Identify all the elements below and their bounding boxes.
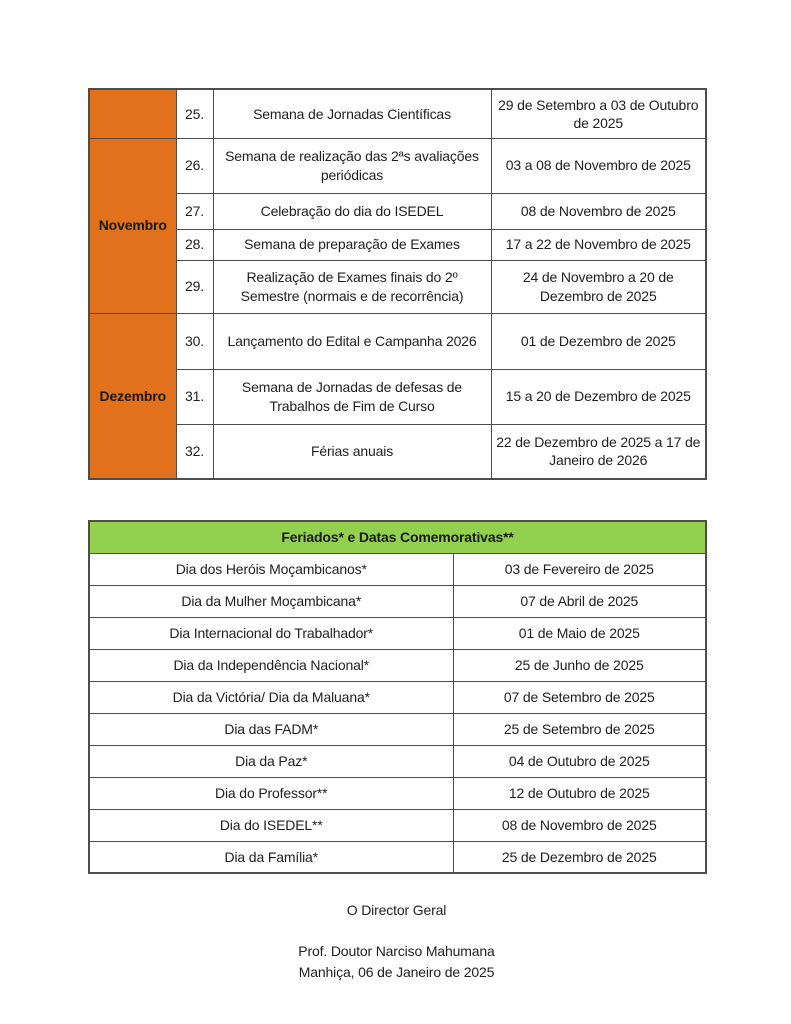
holiday-row <box>89 553 706 585</box>
holiday-row <box>89 841 706 873</box>
calendar-row <box>89 260 706 313</box>
row-number-cell: 32. <box>176 424 213 479</box>
holiday-row <box>89 585 706 617</box>
calendar-row <box>89 313 706 369</box>
document-content <box>88 88 705 983</box>
calendar-row <box>89 193 706 229</box>
holiday-date-cell: 25 de Setembro de 2025 <box>453 713 706 745</box>
holiday-name-cell: Dia da Mulher Moçambicana* <box>89 585 453 617</box>
holiday-date-cell: 12 de Outubro de 2025 <box>453 777 706 809</box>
event-cell: Férias anuais <box>213 424 491 479</box>
event-cell: Semana de realização das 2ªs avaliações periódicas <box>213 138 491 193</box>
holiday-row <box>89 745 706 777</box>
holiday-name-cell: Dia da Paz* <box>89 745 453 777</box>
holidays-header-row <box>89 521 706 553</box>
month-cell-novembro: Novembro <box>89 138 176 313</box>
row-number-cell: 31. <box>176 369 213 424</box>
event-cell: Semana de Jornadas de defesas de Trabalhos de Fim de Curso <box>213 369 491 424</box>
holiday-name-cell: Dia dos Heróis Moçambicanos* <box>89 553 453 585</box>
row-number-cell: 28. <box>176 229 213 260</box>
holiday-row <box>89 649 706 681</box>
director-title: O Director Geral <box>346 902 447 918</box>
holiday-date-cell: 25 de Dezembro de 2025 <box>453 841 706 873</box>
holiday-row <box>89 777 706 809</box>
director-name: Prof. Doutor Narciso Mahumana <box>298 943 495 959</box>
calendar-row <box>89 369 706 424</box>
holiday-name-cell: Dia do Professor** <box>89 777 453 809</box>
calendar-row <box>89 229 706 260</box>
date-cell: 24 de Novembro a 20 de Dezembro de 2025 <box>491 260 706 313</box>
holiday-name-cell: Dia da Victória/ Dia da Maluana* <box>89 681 453 713</box>
holiday-name-cell: Dia das FADM* <box>89 713 453 745</box>
holiday-row <box>89 713 706 745</box>
holiday-date-cell: 08 de Novembro de 2025 <box>453 809 706 841</box>
holiday-row <box>89 681 706 713</box>
date-cell: 17 a 22 de Novembro de 2025 <box>491 229 706 260</box>
calendar-row <box>89 89 706 138</box>
row-number-cell: 30. <box>176 313 213 369</box>
holidays-table-title: Feriados* e Datas Comemorativas** <box>89 521 706 553</box>
event-cell: Lançamento do Edital e Campanha 2026 <box>213 313 491 369</box>
event-cell: Semana de preparação de Exames <box>213 229 491 260</box>
date-cell: 29 de Setembro a 03 de Outubro de 2025 <box>491 89 706 138</box>
calendar-row <box>89 424 706 479</box>
holiday-date-cell: 03 de Fevereiro de 2025 <box>453 553 706 585</box>
date-cell: 22 de Dezembro de 2025 a 17 de Janeiro de 2026 <box>491 424 706 479</box>
signature-block <box>88 941 705 983</box>
row-number-cell: 29. <box>176 260 213 313</box>
event-cell: Celebração do dia do ISEDEL <box>213 193 491 229</box>
row-number-cell: 25. <box>176 89 213 138</box>
row-number-cell: 27. <box>176 193 213 229</box>
holiday-row <box>89 617 706 649</box>
holiday-date-cell: 25 de Junho de 2025 <box>453 649 706 681</box>
date-cell: 01 de Dezembro de 2025 <box>491 313 706 369</box>
place-date-line: Manhiça, 06 de Janeiro de 2025 <box>298 964 495 980</box>
date-cell: 08 de Novembro de 2025 <box>491 193 706 229</box>
event-cell: Realização de Exames finais do 2º Semestre (normais e de recorrência) <box>213 260 491 313</box>
holiday-name-cell: Dia do ISEDEL** <box>89 809 453 841</box>
date-cell: 15 a 20 de Dezembro de 2025 <box>491 369 706 424</box>
holiday-name-cell: Dia da Independência Nacional* <box>89 649 453 681</box>
calendar-row <box>89 138 706 193</box>
month-cell-dezembro: Dezembro <box>89 313 176 479</box>
holiday-date-cell: 07 de Setembro de 2025 <box>453 681 706 713</box>
signature-footer <box>88 900 705 983</box>
holiday-row <box>89 809 706 841</box>
row-number-cell: 26. <box>176 138 213 193</box>
holiday-name-cell: Dia Internacional do Trabalhador* <box>89 617 453 649</box>
holiday-date-cell: 01 de Maio de 2025 <box>453 617 706 649</box>
holiday-name-cell: Dia da Família* <box>89 841 453 873</box>
month-cell <box>89 89 176 138</box>
date-cell: 03 a 08 de Novembro de 2025 <box>491 138 706 193</box>
event-cell: Semana de Jornadas Científicas <box>213 89 491 138</box>
holidays-table <box>88 520 707 874</box>
holiday-date-cell: 04 de Outubro de 2025 <box>453 745 706 777</box>
holiday-date-cell: 07 de Abril de 2025 <box>453 585 706 617</box>
academic-calendar-table <box>88 88 707 480</box>
